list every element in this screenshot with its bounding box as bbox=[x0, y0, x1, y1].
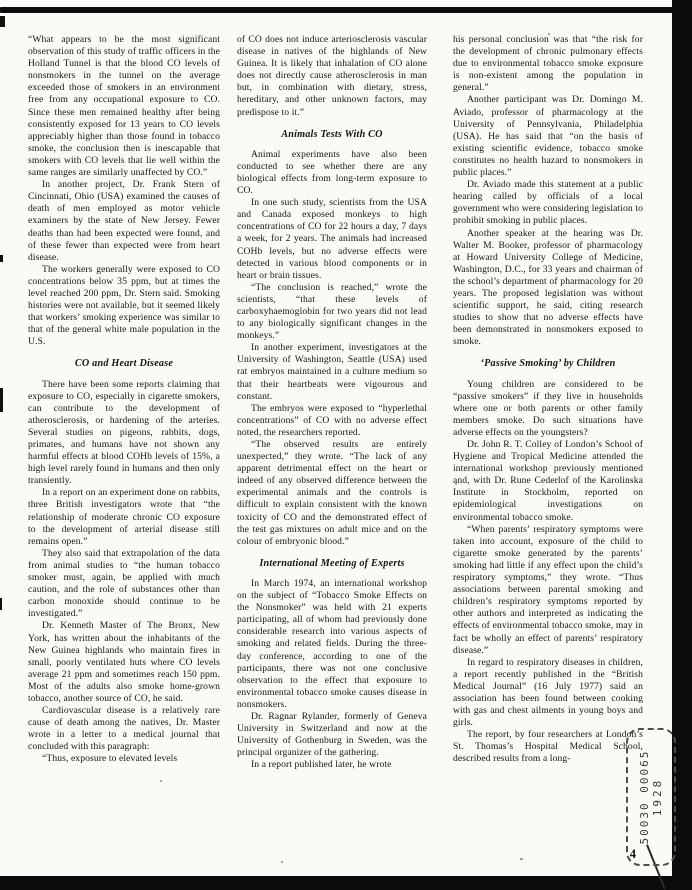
paragraph: In a report on an experiment done on rabbits, three British investigators wrote that “the relationship of moderate chronic CO exposure to the development of arterial disease still remains open.” bbox=[28, 487, 220, 547]
paragraph: In another project, Dr. Frank Stern of Cincinnati, Ohio (USA) examined the causes of death of men employed as motor vehicle examiners by the state of New Jersey. Fewer deaths than had been expected were found, and of these fewer than expected were from heart disease. bbox=[28, 179, 220, 263]
paragraph: “When parents’ respiratory symptoms were taken into account, exposure of the child to cigarette smoke generated by the parents’ smoking had little if any effect upon the child’s respiratory symptoms,” they wrote. “Thus associations between parental smoking and children’s respiratory symptoms reported by other authors and interpreted as indicating the effects of environmental tobacco smoke, may in fact be wholly an effect of parents’ respiratory disease.” bbox=[453, 523, 643, 656]
paragraph: Another speaker at the hearing was Dr. Walter M. Booker, professor of pharmacology at Howard University College of Medicine, Washington, D.C., for 33 years and chairman of the school’s department of pharmacology for 20 years. The proposed legislation was without scientific support, he said, citing research studies to show that no adverse effects have been demonstrated in nonsmokers exposed to smoke. bbox=[453, 227, 643, 348]
section-heading: Animals Tests With CO bbox=[281, 128, 383, 140]
paragraph: In a report published later, he wrote bbox=[251, 759, 392, 771]
paragraph: his personal conclusion was that “the risk for the development of chronic pulmonary effects due to environmental tobacco smoke exposure is non-existent among the population in general.” bbox=[453, 34, 643, 94]
paragraph: In March 1974, an international workshop on the subject of “Tobacco Smoke Effects on the Nonsmoker” was held with 21 experts participating, all of whom had previously done considerable research into various aspects of smoking and related fields. During the three-day conference, according to one of the participants, there was not one conclusive observation to the effect that exposure to environmental tobacco smoke causes disease in nonsmokers. bbox=[237, 577, 427, 710]
paragraph: “What appears to be the most significant observation of this study of traffic officers in the Holland Tunnel is that the blood CO levels of nonsmokers in the tunnel on the average exceeded those of smokers in an environment free from any occupational exposure to CO. Since these men remained healthy after being consistently exposed for 13 years to CO levels appreciably higher than those found in tobacco smoke, the conclusion then is inescapable that smokers with CO levels that lie well within the same ranges are similarly unaffected by CO.” bbox=[28, 34, 220, 179]
section-heading: CO and Heart Disease bbox=[74, 358, 174, 370]
paragraph: of CO does not induce arteriosclerosis vascular disease in natives of the highlands of New Guinea. It is likely that inhalation of CO alone does not directly cause atherosclerosis in man but, in combination with dietary, stress, hereditary, and other unknown factors, may predispose to it.” bbox=[237, 34, 427, 118]
section-heading: International Meeting of Experts bbox=[259, 557, 405, 569]
paragraph: Young children are considered to be “passive smokers” if they live in households where one or both parents or other family members smoke. Do such situations have adverse effects on the youngsters? bbox=[453, 378, 643, 438]
scan-speck bbox=[160, 780, 162, 782]
paragraph: In one such study, scientists from the USA and Canada exposed monkeys to high concentrations of CO for 22 hours a day, 7 days a week, for 2 years. The animals had increased COHb levels, but no adverse effects were detected in various blood components or in heart or brain tissues. bbox=[237, 197, 427, 281]
paragraph: “The conclusion is reached,” wrote the scientists, “that these levels of carboxyhaemoglobin for two years did not lead to any biologically significant changes in the monkeys.” bbox=[237, 281, 427, 342]
scan-edge-mark bbox=[0, 388, 3, 412]
paragraph: Cardiovascular disease is a relatively rare cause of death among the natives, Dr. Master wrote in a letter to a medical journal that concluded with this paragraph: bbox=[28, 705, 220, 753]
stamp-number: 50030 00065 bbox=[638, 749, 651, 845]
paragraph: The workers generally were exposed to CO concentrations below 35 ppm, but at times the level reached 200 ppm, Dr. Stern said. Smoking histories were not available, but it seemed likely that workers’ smoking experience was similar to that of the general white male population in the U.S. bbox=[28, 263, 220, 348]
paragraph: Another participant was Dr. Domingo M. Aviado, professor of pharmacology at the University of Pennsylvania, Philadelphia (USA). He has said that “on the basis of existing scientific evidence, tobacco smoke constitutes no health hazard to nonsmokers in public places.” bbox=[453, 94, 643, 179]
text-column-left bbox=[28, 34, 220, 766]
paragraph: Dr. John R. T. Colley of London’s School of Hygiene and Tropical Medicine attended the international workshop previously mentioned and, with Dr. Rune Cederlof of the Karolinska Institute in Stockholm, reported on epidemiological investigations on environmental tobacco smoke. bbox=[453, 439, 643, 523]
page-number: 4 bbox=[629, 847, 636, 861]
scan-speck bbox=[520, 858, 523, 860]
text-column-middle bbox=[237, 34, 427, 771]
scan-edge-mark bbox=[0, 16, 5, 27]
scan-speck bbox=[281, 861, 283, 863]
text-column-right bbox=[453, 34, 643, 766]
scan-edge-bar-bottom bbox=[0, 876, 692, 890]
paragraph: Dr. Kenneth Master of The Bronx, New York, has written about the inhabitants of the New Guinea highlands who maintain fires in small, poorly ventilated huts where CO levels average 21 ppm and sometimes reach 150 ppm. Most of the adults also smoke home-grown tobacco, another source of CO, he said. bbox=[28, 620, 220, 704]
paragraph: “The observed results are entirely unexpected,” they wrote. “The lack of any apparent detrimental effect on the heart or indeed of any observed difference between the experimental animals and the controls is difficult to explain consistent with the known toxicity of CO and the demonstrated effect of the test gas mixtures on adult mice and on the colour of embryonic blood.” bbox=[237, 439, 427, 547]
scan-edge-bar-top bbox=[0, 7, 692, 13]
paragraph: The report, by four researchers at London’s St. Thomas’s Hospital Medical School, described results from a long- bbox=[453, 729, 643, 765]
paragraph: “Thus, exposure to elevated levels bbox=[42, 753, 178, 765]
scan-edge-mark bbox=[0, 255, 3, 262]
library-stamp bbox=[626, 728, 672, 862]
paragraph: They also said that extrapolation of the data from animal studies to “the human tobacco smoker must, again, be applied with much caution, and the role of substances other than carbon monoxide should continue to be investigated.” bbox=[28, 547, 220, 620]
stamp-year: 1928 bbox=[651, 777, 664, 817]
library-stamp-box bbox=[626, 728, 676, 866]
paragraph: Animal experiments have also been conducted to see whether there are any biological effects from long-term exposure to CO. bbox=[237, 148, 427, 197]
paragraph: In another experiment, investigators at the University of Washington, Seattle (USA) used rat embryos maintained in a culture medium so that their heartbeats were vigourous and constant. bbox=[237, 342, 427, 402]
paragraph: Dr. Aviado made this statement at a public hearing called by officials of a local government who were considering legislation to prohibit smoking in public places. bbox=[453, 179, 643, 227]
paragraph: In regard to respiratory diseases in children, a report recently published in the “British Medical Journal” (16 July 1977) said an association has been found between cooking with gas and chest ailments in young boys and girls. bbox=[453, 656, 643, 729]
paragraph: Dr. Ragnar Rylander, formerly of Geneva University in Switzerland and now at the University of Gothenburg in Sweden, was the principal organizer of the gathering. bbox=[237, 710, 427, 759]
paragraph: There have been some reports claiming that exposure to CO, especially in cigarette smokers, can contribute to the development of atherosclerosis, or hardening of the arteries. Several studies on pigeons, rabbits, dogs, primates, and humans have not shown any harmful effects at blood COHb levels of 15%, a high level rarely found in humans and then only transiently. bbox=[28, 378, 220, 487]
paragraph: The embryos were exposed to “hyperlethal concentrations” of CO with no adverse effect noted, the researchers reported. bbox=[237, 402, 427, 438]
scan-edge-mark bbox=[0, 598, 2, 610]
section-heading: ‘Passive Smoking’ by Children bbox=[480, 358, 616, 370]
